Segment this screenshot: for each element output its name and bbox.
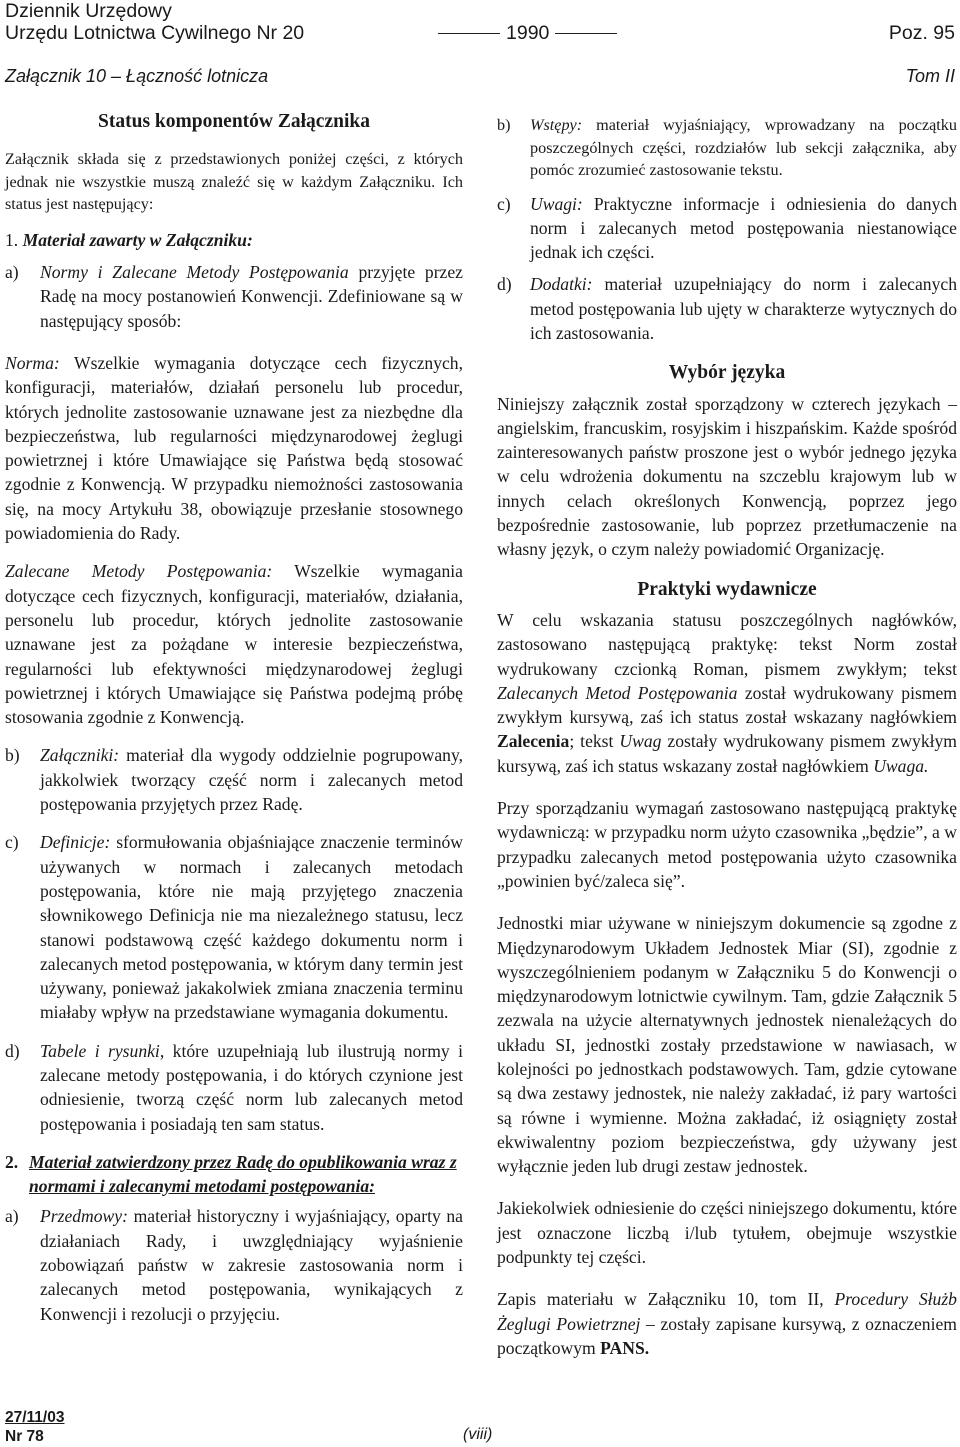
header-position: Poz. 95 xyxy=(888,22,955,44)
editorial-paragraph-4: Jakiekolwiek odniesienie do części niniejszego dokumentu, które jest oznaczone liczbą i/lub tytułem, obejmuje wszystkie podpunkty tej części. xyxy=(497,1198,957,1268)
header-line2: Urzędu Lotnictwa Cywilnego Nr 20 xyxy=(5,22,305,44)
section-title-language: Wybór języka xyxy=(668,362,786,384)
header-year: 1990 xyxy=(432,22,623,44)
header-annex: Załącznik 10 – Łączność lotnicza xyxy=(5,66,269,86)
editorial-paragraph-3: Jednostki miar używane w niniejszym dokumencie są zgodne z Międzynarodowym Układem Jednostek Miar (SI), zgodnie z wyszczególnieniem podanym w Załączniku 5 do Konwencji o międzynarodowym lotnictwie cywilnym. Tam, gdzie Załącznik 5 zezwala na użycie alternatywnych jednostek nienależących do układu SI, jednostki zostały przedstawione w nawiasach, w kolejności po jednostkach podstawowych. Tam, gdzie cytowane są dwa zestawy jednostek, nie należy zakładać, iż pary wartości są równe i wymienne. Można zakładać, iż osiągnięty został ekwiwalentny poziom bezpieczeństwa, gdy używany jest wyłącznie jeden lub drugi zestaw jednostek. xyxy=(497,913,957,1177)
item-c-notes: c) Uwagi: Praktyczne informacje i odniesienia do danych norm i zalecanych metod postępowania niestanowiące jednak ich części. xyxy=(497,193,957,263)
footer-date: 27/11/03 xyxy=(5,1409,65,1426)
header-volume: Tom II xyxy=(905,66,955,86)
norma-definition: Norma: Wszelkie wymagania dotyczące cech fizycznych, konfiguracji, materiałów, działań personelu lub procedur, których jednolite zastosowanie uznawane jest za niezbędne dla bezpieczeństwa, lub regularności międzynarodowej żeglugi powietrznej i które Umawiające się Państwa będą stosować zgodnie z Konwencją. W przypadku niemożności zastosowania się, na mocy Artykułu 38, obowiązuje przesłanie stosownego powiadomienia do Rady. xyxy=(5,352,463,544)
item-a-norms: a) Normy i Zalecane Metody Postępowania przyjęte przez Radę na mocy postanowień Konwencji. Zdefiniowane są w następujący sposób: xyxy=(5,262,463,331)
item-b-annexes: b) Załączniki: materiał dla wygody oddzielnie pogrupowany, jakkolwiek tworzący część norm i zalecanych metod postępowania przyjętych przez Radę. xyxy=(5,745,463,815)
editorial-paragraph-1: W celu wskazania statusu poszczególnych nagłówków, zastosowano następującą praktykę: tekst Norm został wydrukowany czcionką Roman, pismem zwykłym; tekst Zalecanych Metod Postępowania został wydrukowany pismem zwykłym kursywą, zaś ich status został wskazany nagłówkiem Zalecenia; tekst Uwag zostały wydrukowany pismem zwykłym kursywą, zaś ich status wskazany został nagłówkiem Uwaga. xyxy=(497,609,957,776)
section-title-editorial: Praktyki wydawnicze xyxy=(637,578,817,600)
rule-right xyxy=(555,33,617,34)
footer-number: Nr 78 xyxy=(5,1428,44,1445)
intro-paragraph: Załącznik składa się z przedstawionych poniżej części, z których jednak nie wszystkie muszą znaleźć się w każdym Załączniku. Ich status jest następujący: xyxy=(5,150,463,214)
section-2-heading: 2. Materiał zatwierdzony przez Radę do opublikowania wraz z normami i zalecanymi metodami postępowania: xyxy=(5,1151,457,1197)
item-d-tables: d) Tabele i rysunki, które uzupełniają lub ilustrują normy i zalecane metody postępowania, i do których czynione jest odniesienie, tworzą część norm lub zalecanych metod postępowania i posiadają ten sam status. xyxy=(5,1040,463,1134)
right-column xyxy=(497,114,957,1360)
footer-issue xyxy=(5,1408,64,1446)
editorial-paragraph-2: Przy sporządzaniu wymagań zastosowano następującą praktykę wydawniczą: w przypadku norm użyto czasownika „będzie”, a w przypadku zalecanych metod postępowania użyto czasownika „powinien być/zaleca się”. xyxy=(497,798,957,891)
item-d-appendices: d) Dodatki: materiał uzupełniający do norm i zalecanych metod postępowania lub ujęty w charakterze wytycznych do ich zastosowania. xyxy=(497,274,957,343)
zmp-definition: Zalecane Metody Postępowania: Wszelkie wymagania dotyczące cech fizycznych, konfiguracji, materiałów, działania, personelu lub procedur, których jednolite zastosowanie uznawane jest za pożądane w interesie bezpieczeństwa, regularności lub efektywności międzynarodowej żeglugi powietrznej i których Umawiające się Państwa podejmą próbę stosowania zgodnie z Konwencją. xyxy=(5,561,463,728)
left-column xyxy=(5,110,463,1326)
footer-page-number: (viii) xyxy=(463,1426,493,1443)
header-publication xyxy=(5,0,304,44)
section-title-status: Status komponentów Załącznika xyxy=(98,111,370,132)
section-1-heading: 1. Materiał zawarty w Załączniku: xyxy=(5,229,253,250)
language-paragraph: Niniejszy załącznik został sporządzony w czterech językach – angielskim, francuskim, rosyjskim i hiszpańskim. Każde spośród zainteresowanych państw proszone jest o wybór jednego języka w celu wdrożenia dokumentu na szczeblu krajowym lub w innych celach określonych Konwencją, poprzez jego bezpośrednie zastosowanie, lub poprzez przetłumaczenie na własny język, o czym należy powiadomić Organizację. xyxy=(497,393,957,560)
editorial-paragraph-5: Zapis materiału w Załączniku 10, tom II, Procedury Służb Żeglugi Powietrznej – zostały zapisane kursywą, z oznaczeniem początkowym PANS. xyxy=(497,1289,957,1358)
item-c-definitions: c) Definicje: sformułowania objaśniające znaczenie terminów używanych w normach i zalecanych metodach postępowania, które nie mają przyjętego znaczenia słownikowego Definicja nie ma niezależnego statusu, lecz stanowi podstawową część każdego dokumentu norm i zalecanych metod postępowania, w którym dany termin jest używany, ponieważ jakakolwiek zmiana znaczenia terminu miałaby wpływ na przedstawiane wymagania dokumentu. xyxy=(5,832,463,1023)
header-line1: Dziennik Urzędowy xyxy=(5,0,172,22)
rule-left xyxy=(438,33,500,34)
item-b-introductions: b) Wstępy: materiał wyjaśniający, wprowadzany na początku poszczególnych części, rozdziałów lub sekcji załącznika, aby pomóc zrozumieć zastosowanie tekstu. xyxy=(497,116,957,179)
item-a2-prefaces: a) Przedmowy: materiał historyczny i wyjaśniający, oparty na działaniach Rady, i uwzględniający wyjaśnienie zobowiązań państw w zakresie zastosowania norm i zalecanych metod postępowania, wynikających z Konwencji i rezolucji o przyjęciu. xyxy=(5,1206,463,1324)
